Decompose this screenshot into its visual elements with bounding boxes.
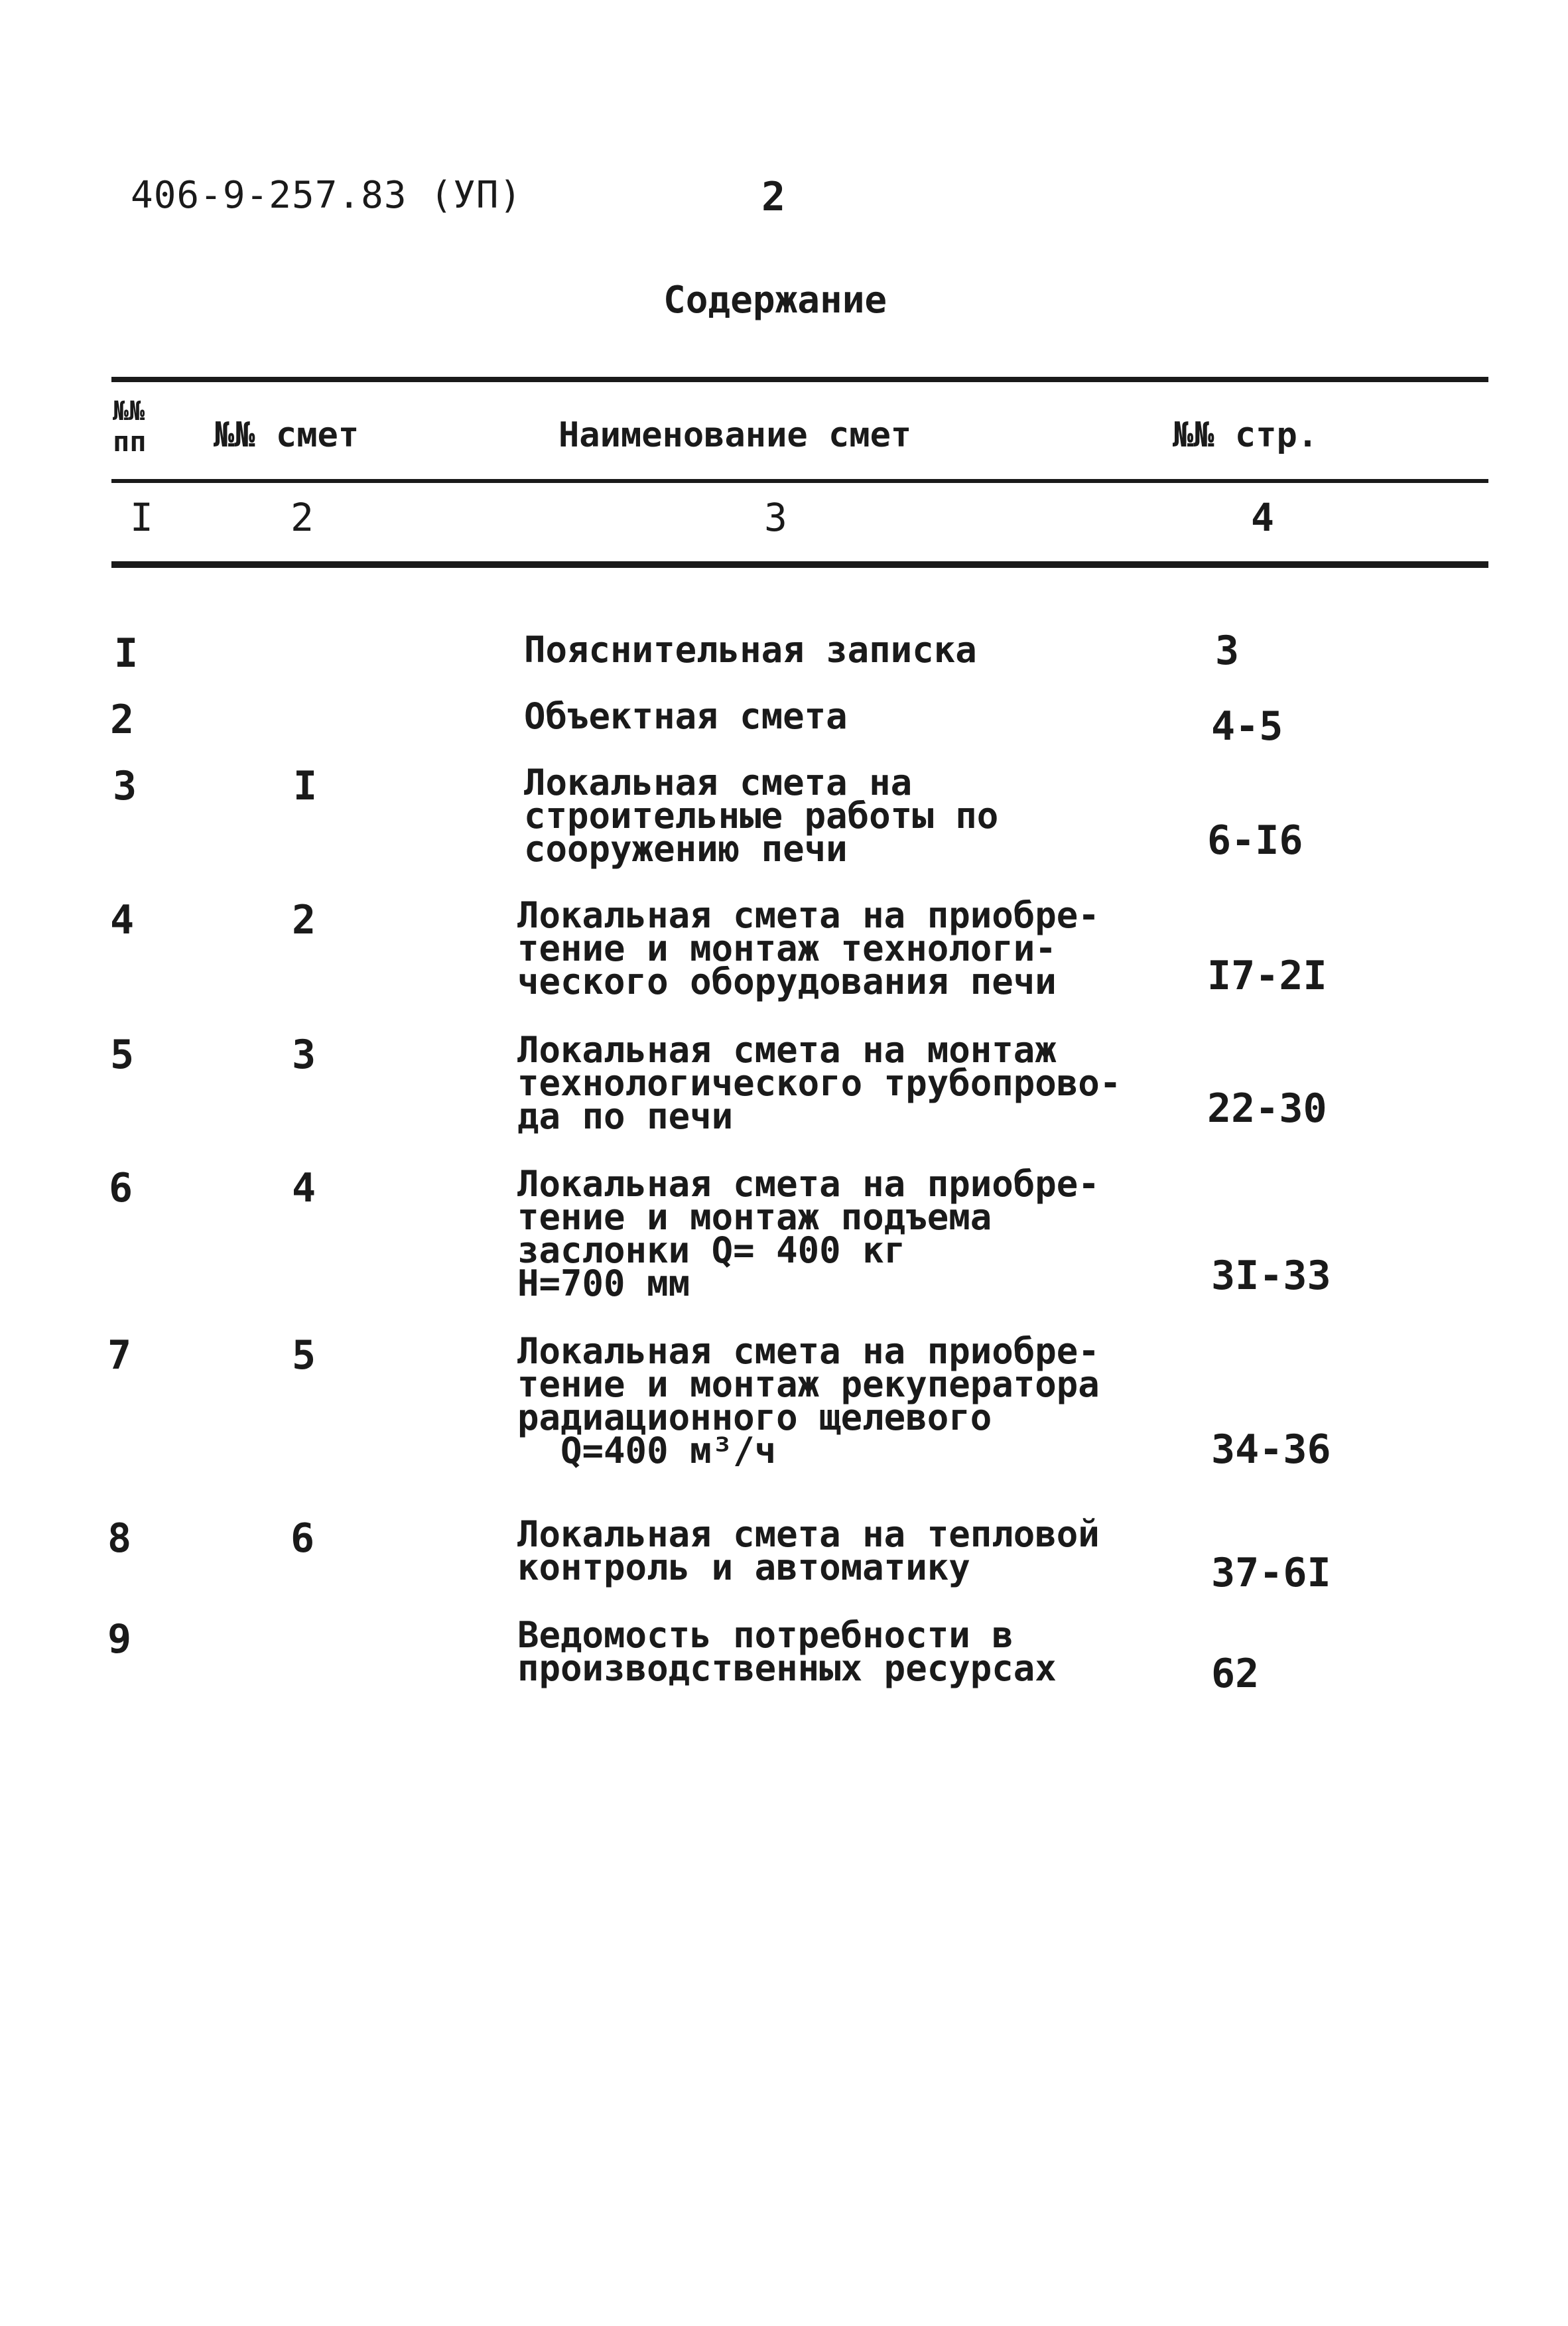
column-number-1: I — [130, 495, 153, 540]
row-2-name-line-1: Объектная смета — [524, 695, 848, 737]
row-6-number: 6 — [109, 1165, 133, 1211]
row-6-pages: 3I-33 — [1211, 1253, 1331, 1299]
page-title: Содержание — [663, 279, 887, 322]
row-4-estimate: 2 — [292, 897, 316, 943]
row-8-name-line-2: контроль и автоматику — [517, 1546, 970, 1588]
row-8-number: 8 — [107, 1515, 132, 1562]
row-4-name-line-3: ческого оборудования печи — [517, 961, 1057, 1002]
row-5-name-line-3: да по печи — [517, 1095, 734, 1137]
row-8-name — [517, 1513, 1100, 1588]
row-7-name — [517, 1330, 1100, 1471]
row-3-name-line-1: Локальная смета на — [524, 762, 913, 803]
row-4-name-line-1: Локальная смета на приобре- — [517, 894, 1100, 936]
row-2-pages: 4-5 — [1211, 703, 1283, 750]
row-7-name-line-2: тение и монтаж рекуператора — [517, 1363, 1100, 1405]
row-7-pages: 34-36 — [1211, 1426, 1331, 1473]
row-7-name-line-3: радиационного щелевого — [517, 1397, 992, 1438]
row-3-estimate: I — [293, 763, 318, 809]
row-8-pages: 37-6I — [1211, 1550, 1331, 1596]
row-4-name — [517, 894, 1100, 1002]
table-top-rule — [111, 377, 1488, 382]
row-3-name-line-2: строительные работы по — [524, 795, 999, 837]
row-9-name-line-2: производственных ресурсах — [517, 1647, 1057, 1689]
page-number: 2 — [761, 174, 786, 220]
row-5-estimate: 3 — [292, 1032, 316, 1078]
column-number-2: 2 — [291, 495, 314, 540]
row-2-name — [524, 695, 848, 737]
row-3-name — [524, 762, 999, 870]
header-item-number-line2: пп — [113, 425, 147, 458]
column-number-3: 3 — [764, 495, 787, 540]
row-6-name-line-4: Н=700 мм — [517, 1263, 690, 1304]
row-1-name-line-1: Пояснительная записка — [524, 629, 977, 671]
row-5-name — [517, 1029, 1122, 1137]
header-estimate-number: №№ смет — [214, 415, 359, 455]
row-9-number: 9 — [107, 1616, 132, 1663]
row-8-estimate: 6 — [291, 1515, 315, 1562]
row-9-name — [517, 1614, 1057, 1689]
row-9-name-line-1: Ведомость потребности в — [517, 1614, 1013, 1656]
header-divider-rule — [111, 479, 1488, 483]
row-6-estimate: 4 — [292, 1165, 316, 1211]
row-3-pages: 6-I6 — [1207, 817, 1303, 864]
row-6-name — [517, 1163, 1100, 1304]
row-3-name-line-3: сооружению печи — [524, 828, 848, 870]
row-5-pages: 22-30 — [1207, 1085, 1327, 1132]
header-bottom-rule — [111, 561, 1488, 568]
row-2-number: 2 — [110, 697, 135, 743]
row-1-name — [524, 629, 977, 671]
row-1-pages: 3 — [1215, 628, 1240, 674]
row-7-estimate: 5 — [292, 1332, 316, 1379]
row-7-name-line-4: Q=400 м³/ч — [517, 1430, 777, 1471]
row-8-name-line-1: Локальная смета на тепловой — [517, 1513, 1100, 1555]
row-4-pages: I7-2I — [1207, 953, 1327, 999]
row-6-name-line-3: заслонки Q= 400 кг — [517, 1229, 906, 1271]
column-number-4: 4 — [1251, 495, 1274, 540]
row-5-name-line-2: технологического трубопрово- — [517, 1062, 1122, 1104]
row-4-number: 4 — [110, 897, 135, 943]
row-3-number: 3 — [113, 763, 137, 809]
header-estimate-name: Наименование смет — [558, 415, 912, 455]
row-7-number: 7 — [107, 1332, 132, 1379]
header-page-numbers: №№ стр. — [1173, 415, 1319, 455]
row-5-name-line-1: Локальная смета на монтаж — [517, 1029, 1057, 1071]
row-7-name-line-1: Локальная смета на приобре- — [517, 1330, 1100, 1372]
document-code: 406-9-257.83 (УП) — [131, 174, 523, 217]
header-item-number-line1: №№ — [113, 396, 145, 427]
row-6-name-line-1: Локальная смета на приобре- — [517, 1163, 1100, 1205]
row-4-name-line-2: тение и монтаж технологи- — [517, 927, 1057, 969]
row-9-pages: 62 — [1211, 1651, 1260, 1697]
row-6-name-line-2: тение и монтаж подъема — [517, 1196, 992, 1238]
row-5-number: 5 — [110, 1032, 135, 1078]
row-1-number: I — [114, 630, 139, 677]
